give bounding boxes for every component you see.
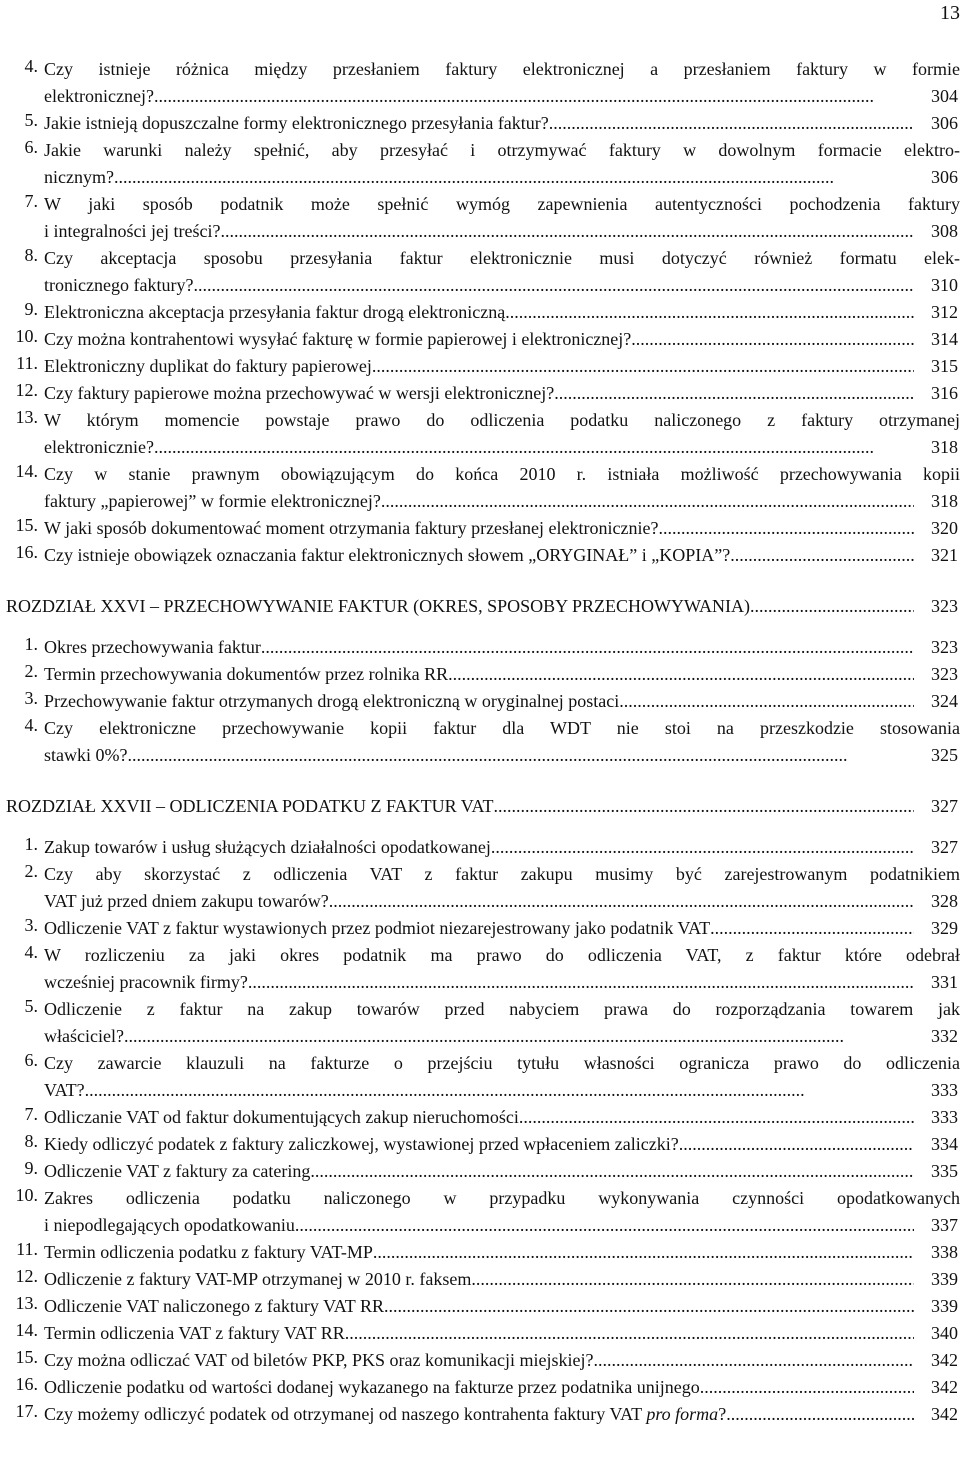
entry-body: [44, 515, 960, 542]
entry-body: [44, 542, 960, 569]
leader-dots: [154, 83, 914, 110]
entry-page: 318: [931, 437, 958, 457]
entry-text: i integralności jej treści?: [44, 221, 221, 241]
entry-number: 1.: [24, 834, 38, 854]
entry-number: 2.: [24, 861, 38, 881]
entry-page: 312: [931, 302, 958, 322]
entry-body: [44, 326, 960, 353]
entry-text: Odliczenie podatku od wartości dodanej wykazanego na fakturze przez podatnika unijnego: [44, 1377, 700, 1397]
entry-page: 314: [931, 329, 958, 349]
entry-number: 6.: [24, 1050, 38, 1070]
entry-body: [44, 1050, 960, 1104]
entry-last-line: [44, 1077, 960, 1104]
entry-text: Termin odliczenia VAT z faktury VAT RR: [44, 1323, 345, 1343]
entry-number: 13.: [15, 1293, 38, 1313]
entry-last-line: [44, 661, 960, 688]
toc-entry[interactable]: [0, 1266, 960, 1293]
entry-body: [44, 1347, 960, 1374]
entry-page: 339: [931, 1269, 958, 1289]
toc-entry[interactable]: [0, 1401, 960, 1428]
entry-last-line: [44, 1347, 960, 1374]
entry-last-line: [44, 272, 960, 299]
entry-number: 7.: [24, 1104, 38, 1124]
entry-number: 16.: [15, 542, 38, 562]
entry-page: 333: [931, 1080, 958, 1100]
entry-text-line: Odliczenie z faktur na zakup towarów przed nabyciem prawa do rozporządzania towarem jak: [44, 999, 960, 1019]
entry-body: [44, 461, 960, 515]
toc-entry[interactable]: [0, 515, 960, 542]
entry-page: 308: [931, 221, 958, 241]
entry-text: właściciel?: [44, 1026, 124, 1046]
leader-dots: [619, 688, 914, 715]
entry-last-line: [44, 434, 960, 461]
toc-entry[interactable]: [0, 688, 960, 715]
entry-page: 332: [931, 1026, 958, 1046]
entry-text-line: W jaki sposób podatnik może spełnić wymóg zapewnienia autentyczności pochodzenia faktury: [44, 194, 960, 214]
entry-body: [44, 715, 960, 769]
entry-text: Jakie istnieją dopuszczalne formy elektronicznego przesyłania faktur?: [44, 113, 549, 133]
entry-last-line: [44, 888, 960, 915]
entry-body: [44, 56, 960, 110]
entry-body: [44, 1320, 960, 1347]
toc-entry[interactable]: [0, 1374, 960, 1401]
entry-body: [44, 1293, 960, 1320]
toc-entry[interactable]: [0, 110, 960, 137]
toc-entry[interactable]: [0, 380, 960, 407]
entry-page: 321: [931, 545, 958, 565]
leader-dots: [248, 969, 914, 996]
entry-text: Odliczenie VAT naliczonego z faktury VAT RR: [44, 1296, 384, 1316]
entry-last-line: [44, 634, 960, 661]
entry-text: VAT już przed dniem zakupu towarów?: [44, 891, 329, 911]
entry-text: stawki 0%?: [44, 745, 128, 765]
toc-entry[interactable]: [0, 1320, 960, 1347]
entry-text: nicznym?: [44, 167, 114, 187]
entry-body: [44, 942, 960, 996]
toc-entry[interactable]: [0, 56, 960, 110]
toc-entry[interactable]: [0, 1158, 960, 1185]
entry-text: Odliczenie VAT z faktury za catering: [44, 1161, 311, 1181]
leader-dots: [631, 326, 914, 353]
entry-page: 335: [931, 1161, 958, 1181]
entry-page: 324: [931, 691, 958, 711]
entry-number: 13.: [15, 407, 38, 427]
toc-entry[interactable]: [0, 245, 960, 299]
entry-body: [44, 1158, 960, 1185]
toc-entry[interactable]: [0, 834, 960, 861]
toc-entry[interactable]: [0, 634, 960, 661]
leader-dots: [448, 661, 914, 688]
entry-body: [44, 299, 960, 326]
entry-page: 334: [931, 1134, 958, 1154]
entry-body: [44, 110, 960, 137]
toc-entry[interactable]: [0, 942, 960, 996]
entry-number: 8.: [24, 1131, 38, 1151]
entry-page: 323: [931, 637, 958, 657]
toc-entry[interactable]: [0, 326, 960, 353]
leader-dots: [750, 593, 914, 620]
leader-dots: [310, 1158, 914, 1185]
entry-last-line: [44, 1374, 960, 1401]
entry-last-line: [44, 299, 960, 326]
entry-page: 329: [931, 918, 958, 938]
entry-page: 315: [931, 356, 958, 376]
entry-body: [44, 688, 960, 715]
toc-section-chapter-25-entries: [0, 56, 960, 569]
toc-entry[interactable]: [0, 137, 960, 191]
entry-number: 3.: [24, 915, 38, 935]
entry-body: [44, 1266, 960, 1293]
entry-number: 15.: [15, 515, 38, 535]
entry-last-line: [44, 1212, 960, 1239]
entry-page: 337: [931, 1215, 958, 1235]
leader-dots: [700, 1374, 914, 1401]
entry-body: [44, 861, 960, 915]
entry-text: Przechowywanie faktur otrzymanych drogą elektroniczną w oryginalnej postaci: [44, 691, 620, 711]
entry-text: Termin odliczenia podatku z faktury VAT-MP: [44, 1242, 373, 1262]
entry-text: elektronicznej?: [44, 86, 154, 106]
entry-text: W jaki sposób dokumentować moment otrzymania faktury przesłanej elektronicznie?: [44, 518, 659, 538]
entry-number: 5.: [24, 996, 38, 1016]
toc-entry[interactable]: [0, 1293, 960, 1320]
entry-last-line: [44, 218, 960, 245]
entry-last-line: [44, 688, 960, 715]
entry-body: [44, 996, 960, 1050]
entry-text: Odliczanie VAT od faktur dokumentujących zakup nieruchomości: [44, 1107, 519, 1127]
entry-text-line: W rozliczeniu za jaki okres podatnik ma prawo do odliczenia VAT, z faktur które odebrał: [44, 945, 960, 965]
entry-number: 16.: [15, 1374, 38, 1394]
leader-dots: [329, 888, 914, 915]
entry-body: [44, 137, 960, 191]
entry-number: 7.: [24, 191, 38, 211]
leader-dots: [345, 1320, 914, 1347]
leader-dots: [710, 915, 914, 942]
entry-body: [44, 661, 960, 688]
entry-page: 333: [931, 1107, 958, 1127]
entry-page: 331: [931, 972, 958, 992]
chapter-heading-26[interactable]: [0, 593, 960, 620]
entry-last-line: [44, 1401, 960, 1428]
entry-number: 4.: [24, 942, 38, 962]
toc-entry[interactable]: [0, 915, 960, 942]
entry-page: 323: [931, 664, 958, 684]
entry-number: 17.: [15, 1401, 38, 1421]
entry-number: 9.: [24, 1158, 38, 1178]
leader-dots: [295, 1212, 914, 1239]
entry-number: 9.: [24, 299, 38, 319]
page-number: 13: [940, 2, 960, 24]
toc-entry[interactable]: [0, 542, 960, 569]
toc-entry[interactable]: [0, 1131, 960, 1158]
chapter-heading-27[interactable]: [0, 793, 960, 820]
toc-entry[interactable]: [0, 661, 960, 688]
entry-last-line: [44, 1131, 960, 1158]
entry-last-line: [44, 834, 960, 861]
entry-text: tronicznego faktury?: [44, 275, 194, 295]
entry-text: faktury „papierowej” w formie elektronicznej?: [44, 491, 381, 511]
toc-entry[interactable]: [0, 1347, 960, 1374]
leader-dots: [220, 218, 914, 245]
leader-dots: [549, 110, 914, 137]
entry-number: 11.: [16, 1239, 38, 1259]
entry-number: 15.: [15, 1347, 38, 1367]
entry-number: 8.: [24, 245, 38, 265]
leader-dots: [554, 380, 914, 407]
entry-last-line: [44, 742, 960, 769]
entry-body: [44, 407, 960, 461]
entry-text-line: Czy istnieje różnica między przesłaniem faktury elektronicznej a przesłaniem faktury w formie: [44, 59, 960, 79]
entry-last-line: [44, 1023, 960, 1050]
leader-dots: [193, 272, 914, 299]
chapter-title: ROZDZIAŁ XXVII – ODLICZENIA PODATKU Z FAKTUR VAT: [6, 796, 494, 816]
entry-body: [44, 1131, 960, 1158]
entry-text: Kiedy odliczyć podatek z faktury zaliczkowej, wystawionej przed wpłaceniem zaliczki?: [44, 1134, 679, 1154]
entry-body: [44, 1104, 960, 1131]
toc-entry[interactable]: [0, 1104, 960, 1131]
entry-number: 4.: [24, 56, 38, 76]
entry-text: i niepodlegających opodatkowaniu: [44, 1215, 295, 1235]
entry-body: [44, 353, 960, 380]
leader-dots: [124, 1023, 914, 1050]
entry-page: 342: [931, 1404, 958, 1424]
entry-page: 318: [931, 491, 958, 511]
entry-body: [44, 1239, 960, 1266]
leader-dots: [85, 1077, 914, 1104]
toc-entry[interactable]: [0, 191, 960, 245]
entry-last-line: [44, 83, 960, 110]
entry-number: 10.: [15, 1185, 38, 1205]
entry-text-line: W którym momencie powstaje prawo do odliczenia podatku naliczonego z faktury otrzymanej: [44, 410, 960, 430]
leader-dots: [658, 515, 914, 542]
entry-page: 339: [931, 1296, 958, 1316]
entry-body: [44, 1374, 960, 1401]
entry-text: Czy można odliczać VAT od biletów PKP, PKS oraz komunikacji miejskiej?: [44, 1350, 594, 1370]
entry-page: 310: [931, 275, 958, 295]
entry-number: 12.: [15, 1266, 38, 1286]
entry-page: 304: [931, 86, 958, 106]
toc-entry[interactable]: [0, 407, 960, 461]
entry-text: wcześniej pracownik firmy?: [44, 972, 248, 992]
chapter-page: 327: [931, 796, 958, 816]
entry-last-line: [44, 515, 960, 542]
entry-last-line: [44, 969, 960, 996]
leader-dots: [493, 793, 914, 820]
entry-text: Odliczenie VAT z faktur wystawionych przez podmiot niezarejestrowany jako podatnik VAT: [44, 918, 711, 938]
leader-dots: [154, 434, 914, 461]
leader-dots: [726, 1401, 914, 1428]
entry-last-line: [44, 326, 960, 353]
entry-body: [44, 1401, 960, 1428]
leader-dots: [593, 1347, 914, 1374]
entry-text: Elektroniczna akceptacja przesyłania faktur drogą elektroniczną: [44, 302, 506, 322]
toc-section-chapter-26-entries: [0, 634, 960, 769]
entry-page: 316: [931, 383, 958, 403]
toc-entry[interactable]: [0, 353, 960, 380]
entry-body: [44, 1185, 960, 1239]
entry-last-line: [44, 1239, 960, 1266]
entry-text: Odliczenie z faktury VAT-MP otrzymanej w 2010 r. faksem: [44, 1269, 472, 1289]
entry-last-line: [44, 488, 960, 515]
entry-text-line: Jakie warunki należy spełnić, aby przesyłać i otrzymywać faktury w dowolnym formacie elektro-: [44, 140, 960, 160]
leader-dots: [384, 1293, 914, 1320]
entry-last-line: [44, 1266, 960, 1293]
entry-page: 320: [931, 518, 958, 538]
toc-entry[interactable]: [0, 715, 960, 769]
leader-dots: [261, 634, 914, 661]
entry-text: Czy można kontrahentowi wysyłać fakturę w formie papierowej i elektronicznej?: [44, 329, 632, 349]
leader-dots: [373, 1239, 914, 1266]
entry-body: [44, 834, 960, 861]
leader-dots: [505, 299, 914, 326]
leader-dots: [519, 1104, 914, 1131]
entry-last-line: [44, 380, 960, 407]
entry-last-line: [44, 110, 960, 137]
entry-number: 2.: [24, 661, 38, 681]
entry-last-line: [44, 353, 960, 380]
entry-number: 10.: [15, 326, 38, 346]
entry-number: 5.: [24, 110, 38, 130]
toc-entry[interactable]: [0, 1185, 960, 1239]
entry-text-line: Czy w stanie prawnym obowiązującym do końca 2010 r. istniała możliwość przechowywania kopii: [44, 464, 960, 484]
leader-dots: [491, 834, 914, 861]
entry-text-line: Czy akceptacja sposobu przesyłania faktur elektronicznie musi dotyczyć również formatu elek-: [44, 248, 960, 268]
chapter-title: ROZDZIAŁ XXVI – PRZECHOWYWANIE FAKTUR (OKRES, SPOSOBY PRZECHOWYWANIA): [6, 596, 750, 616]
entry-body: [44, 915, 960, 942]
entry-number: 12.: [15, 380, 38, 400]
entry-number: 1.: [24, 634, 38, 654]
entry-number: 6.: [24, 137, 38, 157]
leader-dots: [372, 353, 914, 380]
leader-dots: [114, 164, 914, 191]
entry-page: 328: [931, 891, 958, 911]
toc-entry[interactable]: [0, 861, 960, 915]
entry-body: [44, 634, 960, 661]
entry-number: 14.: [15, 461, 38, 481]
entry-text: Termin przechowywania dokumentów przez rolnika RR: [44, 664, 449, 684]
entry-last-line: [44, 1104, 960, 1131]
entry-page: 342: [931, 1350, 958, 1370]
entry-text: VAT?: [44, 1080, 85, 1100]
entry-page: 342: [931, 1377, 958, 1397]
table-of-contents: [0, 56, 960, 1428]
chapter-page: 323: [931, 596, 958, 616]
entry-text: elektronicznie?: [44, 437, 154, 457]
entry-text: Okres przechowywania faktur: [44, 637, 261, 657]
leader-dots: [471, 1266, 914, 1293]
entry-last-line: [44, 1320, 960, 1347]
entry-last-line: [44, 542, 960, 569]
entry-last-line: [44, 915, 960, 942]
entry-text-line: Czy zawarcie klauzuli na fakturze o przejściu tytułu własności ogranicza prawo do odliczenia: [44, 1053, 960, 1073]
toc-entry[interactable]: [0, 1050, 960, 1104]
toc-section-chapter-27-entries: [0, 834, 960, 1428]
entry-body: [44, 245, 960, 299]
entry-text-line: Zakres odliczenia podatku naliczonego w przypadku wykonywania czynności opodatkowanych: [44, 1188, 960, 1208]
entry-text: Zakup towarów i usług służących działalności opodatkowanej: [44, 837, 491, 857]
entry-last-line: [44, 1158, 960, 1185]
entry-body: [44, 380, 960, 407]
entry-number: 14.: [15, 1320, 38, 1340]
entry-page: 306: [931, 113, 958, 133]
entry-page: 327: [931, 837, 958, 857]
leader-dots: [730, 542, 914, 569]
entry-body: [44, 191, 960, 245]
entry-last-line: [44, 164, 960, 191]
entry-last-line: [44, 1293, 960, 1320]
entry-page: 325: [931, 745, 958, 765]
entry-page: 340: [931, 1323, 958, 1343]
toc-entry[interactable]: [0, 299, 960, 326]
entry-number: 4.: [24, 715, 38, 735]
entry-number: 11.: [16, 353, 38, 373]
entry-number: 3.: [24, 688, 38, 708]
entry-page: 306: [931, 167, 958, 187]
toc-entry[interactable]: [0, 996, 960, 1050]
entry-text: Czy możemy odliczyć podatek od otrzymanej od naszego kontrahenta faktury VAT pro forma?: [44, 1404, 727, 1424]
toc-entry[interactable]: [0, 461, 960, 515]
entry-page: 338: [931, 1242, 958, 1262]
leader-dots: [127, 742, 914, 769]
entry-text-line: Czy elektroniczne przechowywanie kopii faktur dla WDT nie stoi na przeszkodzie stosowania: [44, 718, 960, 738]
leader-dots: [679, 1131, 914, 1158]
toc-entry[interactable]: [0, 1239, 960, 1266]
entry-text-line: Czy aby skorzystać z odliczenia VAT z faktur zakupu musimy być zarejestrowanym podatnikiem: [44, 864, 960, 884]
entry-text: Czy istnieje obowiązek oznaczania faktur elektronicznych słowem „ORYGINAŁ” i „KOPIA”?: [44, 545, 731, 565]
entry-text: Czy faktury papierowe można przechowywać w wersji elektronicznej?: [44, 383, 555, 403]
entry-text: Elektroniczny duplikat do faktury papierowej: [44, 356, 372, 376]
leader-dots: [381, 488, 914, 515]
